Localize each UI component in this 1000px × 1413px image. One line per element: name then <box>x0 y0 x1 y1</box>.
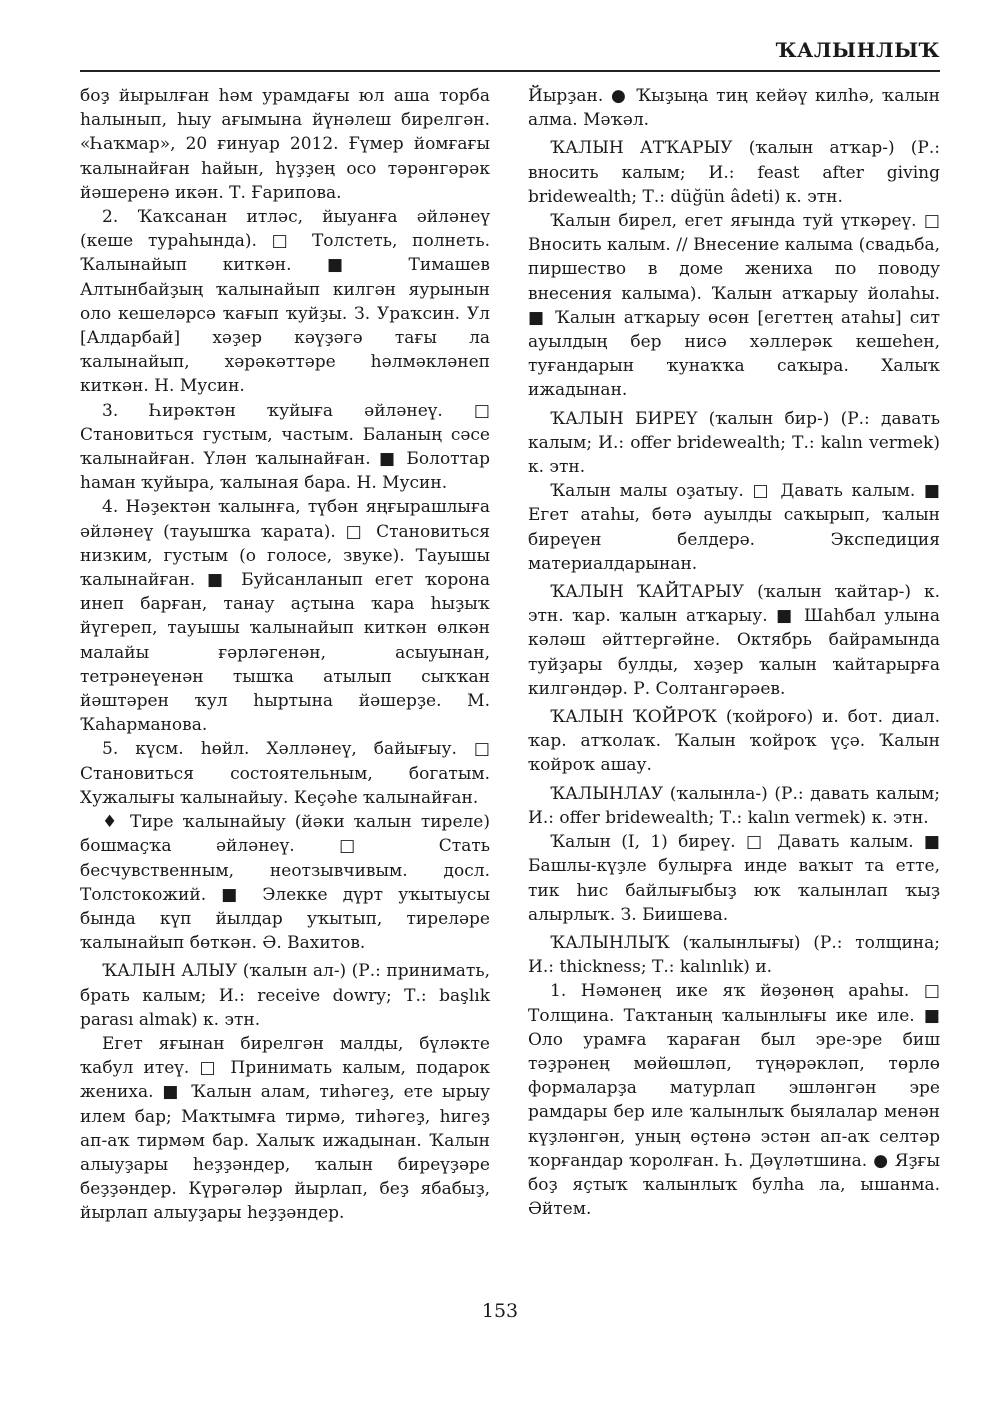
entry-paragraph: 3. Һирәктән ҡуйыға әйләнеү. □ Становиться густым, частым. Баланың сәсе ҡалынайған. Үлән ҡалынайған. ■ Болоттар һаман ҡуйыра, ҡалыная бара. Н. Мусин. <box>80 400 490 494</box>
entry-paragraph: Ҡалын малы оҙатыу. □ Давать калым. ■ Егет атаһы, бөтә ауылды саҡырып, ҡалын биреүен белдерә. Экспедиция материалдарынан. <box>528 481 940 574</box>
entry-paragraph: ♦ Тире ҡалынайыу (йәки ҡалын тиреле) бошмаҫҡа әйләнеү. □ Стать бесчувственным, неотзывчивым. досл. Толстокожий. ■ Элекке дүрт уҡытыусы бында күп йылдар уҡытып, тиреләре ҡалынайып бөткән. Ә. Вахитов. <box>80 812 490 954</box>
dictionary-entry: ҠАЛЫН ҠОЙРОҠ (ҡойроғо) и. бот. диал. ҡар. атҡолаҡ. Ҡалын ҡойроҡ үҫә. Ҡалын ҡойроҡ ашау. <box>528 707 940 776</box>
left-column <box>80 84 490 1226</box>
dictionary-entry: ҠАЛЫН АЛЫУ (ҡалын ал-) (Р.: принимать, брать калым; И.: receive dowry; Т.: başlık parası almak) к. этн. <box>80 961 490 1030</box>
entry-paragraph: Егет яғынан бирелгән малды, бүләкте ҡабул итеү. □ Принимать калым, подарок жениха. ■ Ҡалын алам, тиһәгеҙ, ете ырыу илем бар; Маҡтымға тирмә, тиһәгеҙ, һигеҙ ап-аҡ тирмәм бар. Халыҡ ижадынан. Ҡалын алыуҙары һеҙҙәндер, ҡалын биреүҙәре беҙҙәндер. Күрәгәләр йырлап, беҙ ябабыҙ, йырлап алыуҙары һеҙҙәндер. <box>80 1033 490 1224</box>
dictionary-entry: ҠАЛЫН БИРЕҮ (ҡалын бир-) (Р.: давать калым; И.: offer bridewealth; Т.: kalın vermek) к. этн. <box>528 408 940 478</box>
dictionary-entry: ҠАЛЫН ҠАЙТАРЫУ (ҡалын ҡайтар-) к. этн. ҡар. ҡалын атҡарыу. ■ Шаһбал улына кәләш әйттергәйне. Октябрь байрамында туйҙары булды, хәҙер ҡалын ҡайтарырға килгәндәр. Р. Солтангәрәев. <box>528 582 940 699</box>
page-number: 153 <box>481 1300 519 1322</box>
right-column <box>528 84 940 1221</box>
entry-paragraph: 2. Ҡаҡсанан итләс, йыуанға әйләнеү (кеше тураһында). □ Толстеть, полнеть. Ҡалынайып киткән. ■ Тимашев Алтынбайҙың ҡалынайып килгән яурынын оло кешеләрсә ҡағып ҡуйҙы. З. Ураҡсин. Ул [Алдарбай] хәҙер кәүҙәгә тағы ла ҡалынайып, хәрәкәттәре һәлмәкләнеп киткән. Н. Мусин. <box>80 207 490 397</box>
entry-paragraph: 4. Нәҙектән ҡалынға, түбән яңғырашлыға әйләнеү (тауышҡа ҡарата). □ Становиться низким, густым (о голосе, звуке). Тауышы ҡалынайған. ■ Буйсанланып егет ҡорона инеп барған, танау аҫтына ҡара һыҙыҡ йүгереп, тауышы ҡалынайып киткән өлкән малайы ғәрләгенән, асыуынан, тетрәнеүенән тышҡа атылып сыҡҡан йәштәрен ҡул һыртына йәшерҙе. М. Ҡаһарманова. <box>80 497 490 736</box>
dictionary-entry: ҠАЛЫНЛЫҠ (ҡалынлығы) (Р.: толщина; И.: thickness; Т.: kalınlık) и. <box>528 932 940 978</box>
entry-paragraph: 5. күсм. һөйл. Хәлләнеү, байығыу. □ Становиться состоятельным, богатым. Хужалығы ҡалынайыу. Кеҫәһе ҡалынайған. <box>80 739 490 808</box>
dictionary-entry: ҠАЛЫНЛАУ (ҡалынла-) (Р.: давать калым; И.: offer bridewealth; Т.: kalın vermek) к. этн. <box>528 783 940 828</box>
running-head: ҠАЛЫНЛЫҠ <box>775 38 940 62</box>
entry-paragraph: Йырҙан. ● Ҡыҙыңа тиң кейәү килһә, ҡалын алма. Мәҡәл. <box>528 86 940 131</box>
entry-paragraph: Ҡалын (I, 1) биреү. □ Давать калым. ■ Башлы-күҙле булырға инде ваҡыт та етте, тик һис байлығыбыҙ юҡ ҡалынлап ҡыҙ алырлыҡ. З. Биишева. <box>528 832 940 925</box>
entry-paragraph: боҙ йырылған һәм урамдағы юл аша торба һалынып, һыу ағымына йүнәлеш бирелгән. «Һаҡмар», 20 ғинуар 2012. Ғүмер йомғағы ҡалынайған һайын, һүҙҙең осо тәрәнгәрәк йәшеренә икән. Т. Ғарипова. <box>80 86 490 203</box>
dictionary-entry: ҠАЛЫН АТҠАРЫУ (ҡалын атҡар-) (Р.: вносить калым; И.: feast after giving bridewealth; Т.: düğün âdeti) к. этн. <box>528 138 940 207</box>
entry-paragraph: Ҡалын бирел, егет яғында туй үткәреү. □ Вносить калым. // Внесение калыма (свадьба, пиршество в доме жениха по поводу внесения калыма). Ҡалын атҡарыу йолаһы. ■ Ҡалын атҡарыу өсөн [егеттең атаһы] сит ауылдың бер нисә хәллерәк кешеһен, туғандарын ҡунаҡҡа саҡыра. Халыҡ ижадынан. <box>528 211 940 401</box>
entry-paragraph: 1. Нәмәнең ике яҡ йөҙөнөң араһы. □ Толщина. Таҡтаның ҡалынлығы ике иле. ■ Оло урамға ҡараған был эре-эре биш тәҙрәнең мөйөшләп, түңәрәкләп, төрлө формаларҙа матурлап эшләнгән эре рамдары бер иле ҡалынлыҡ быялалар менән күҙләнгән, уның өҫтөнә эстән ап-аҡ селтәр ҡорғандар ҡоролған. Һ. Дәүләтшина. ● Яҙғы боҙ яҫтыҡ ҡалынлыҡ булһа ла, ышанма. Әйтем. <box>528 981 940 1220</box>
header-rule <box>80 70 940 72</box>
